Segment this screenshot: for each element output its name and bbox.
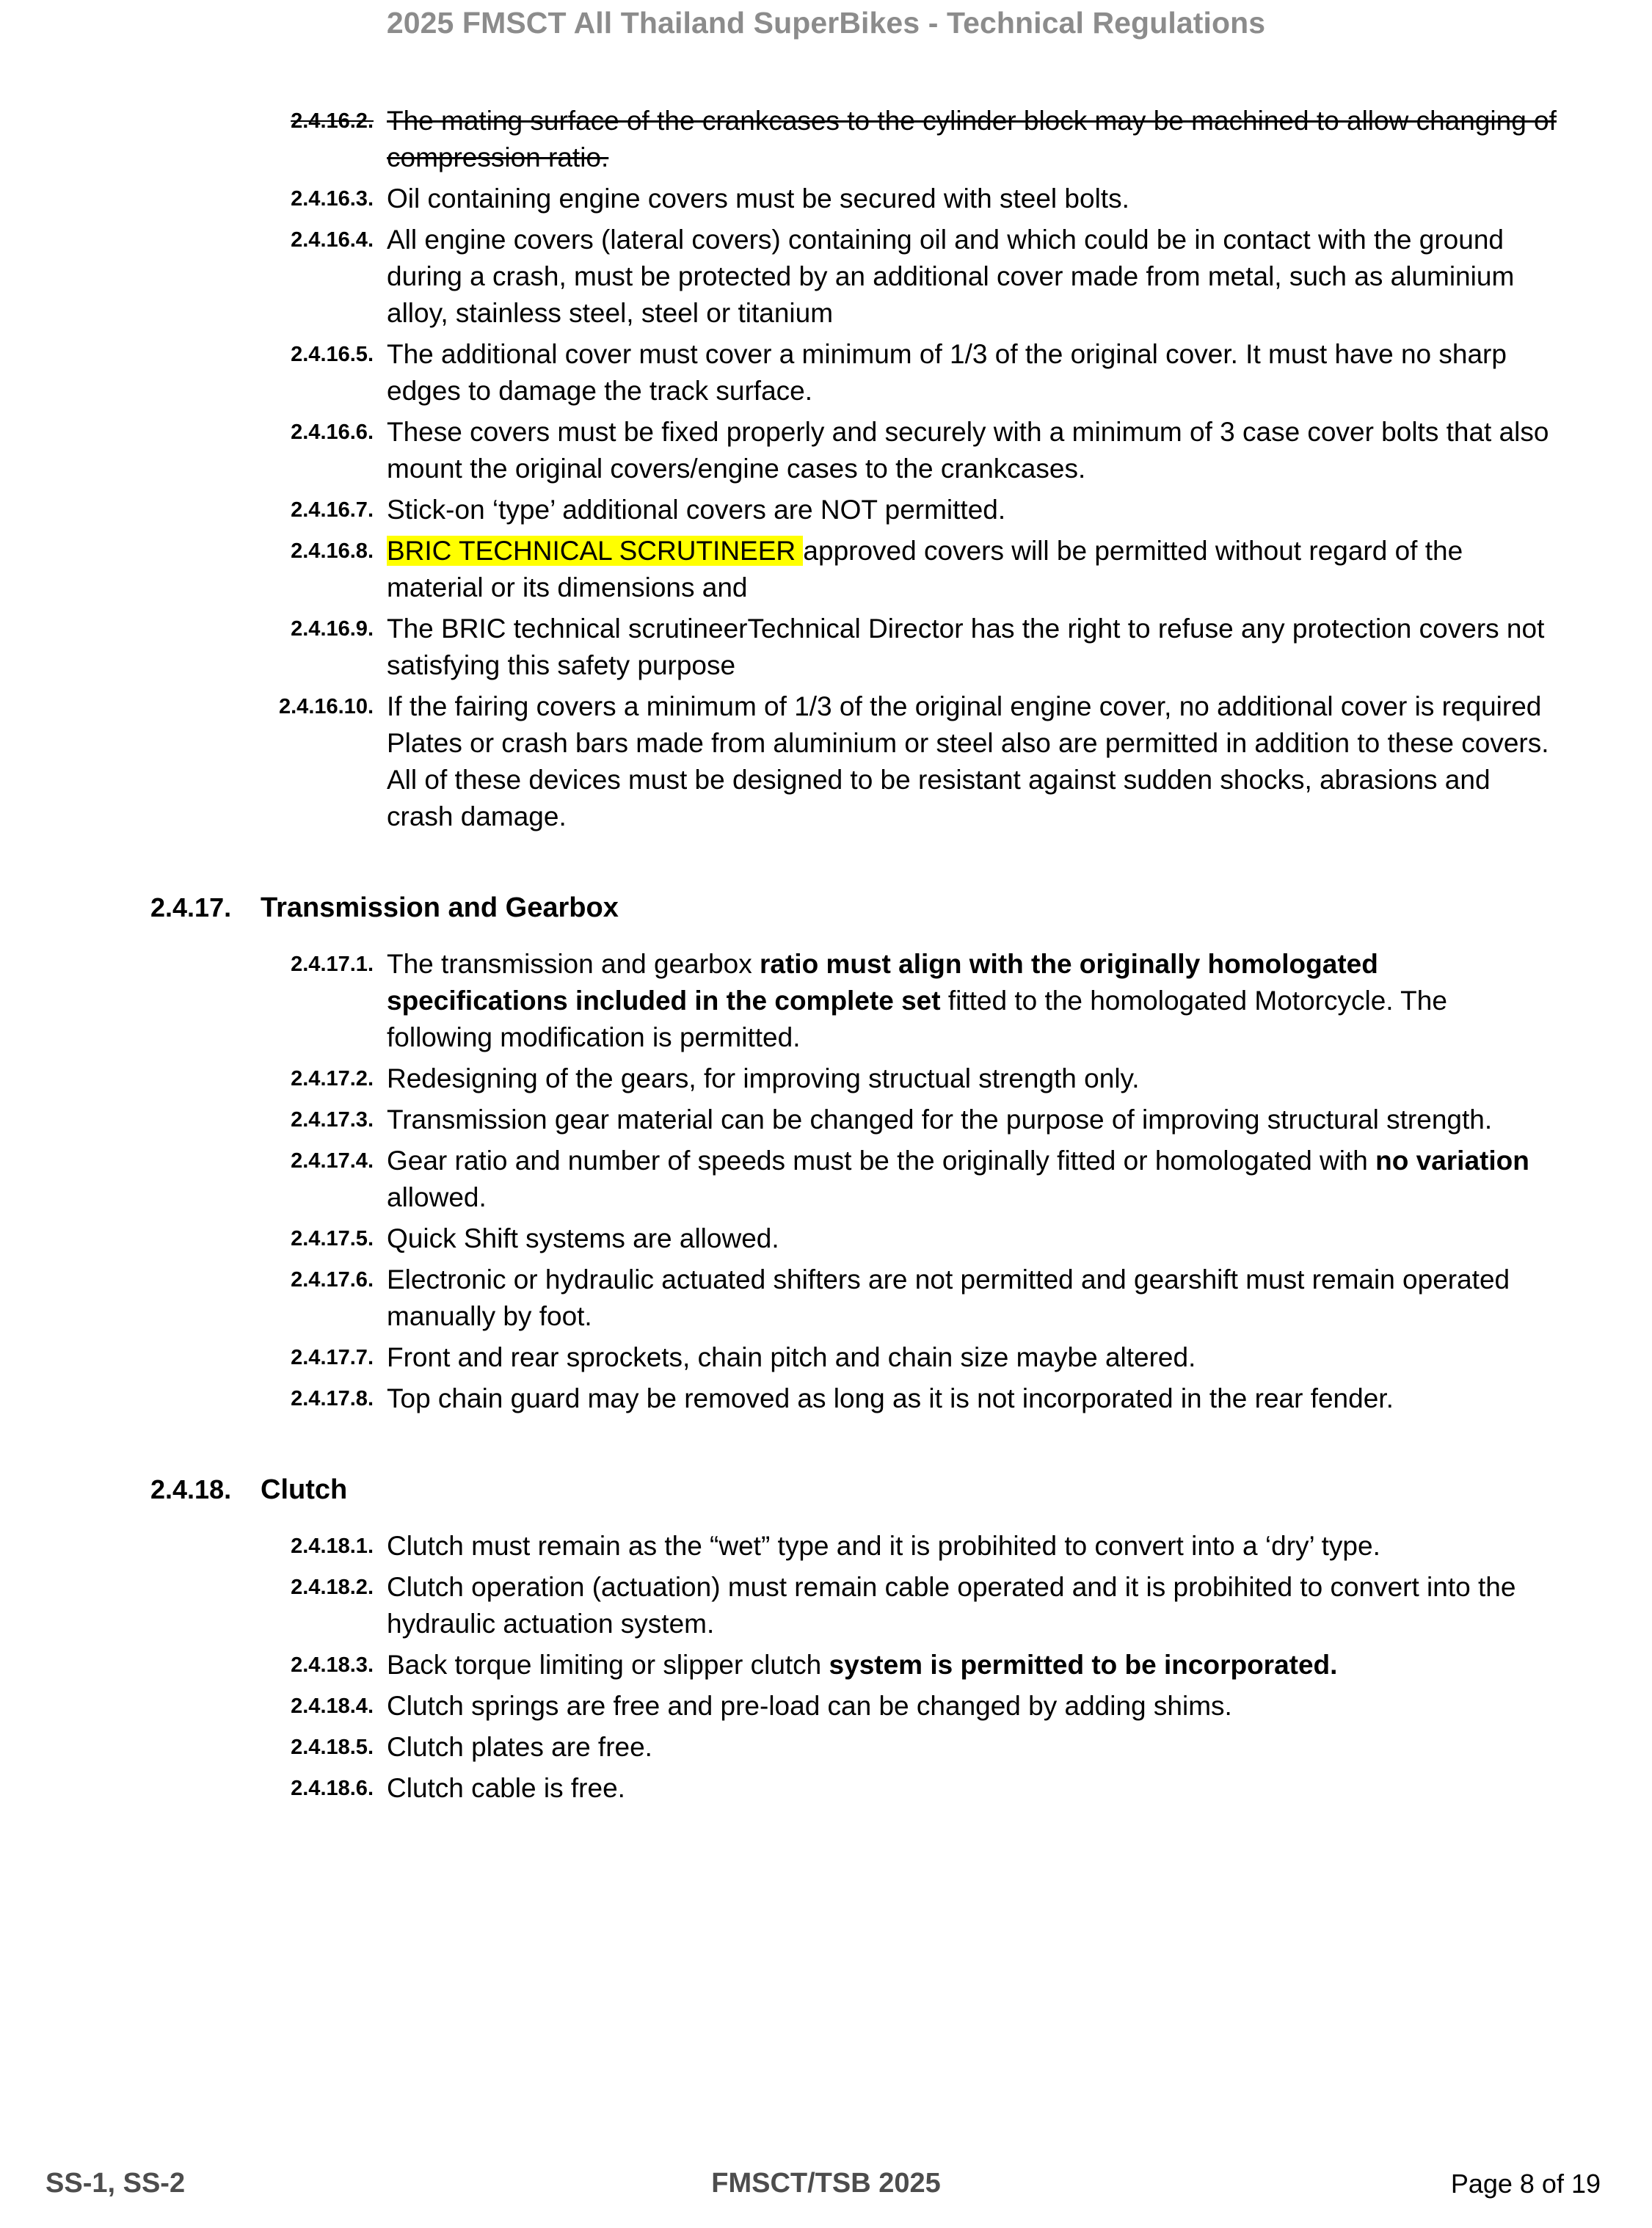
clause-text-emphasis: system is permitted to be incorporated. bbox=[829, 1650, 1338, 1680]
clause-text bbox=[387, 533, 1557, 606]
clause-text-rest: approved covers will be permitted without regard of the material or its dimensions and bbox=[387, 536, 1463, 602]
clause-number: 2.4.16.4. bbox=[291, 228, 374, 252]
clause-text: Clutch plates are free. bbox=[387, 1732, 652, 1762]
clause-text-part1: Gear ratio and number of speeds must be the originally fitted or homologated with bbox=[387, 1146, 1376, 1176]
clause-2-4-16-5 bbox=[0, 336, 1652, 409]
clause-text: The mating surface of the crankcases to the cylinder block may be machined to allow changing of compression ratio. bbox=[387, 106, 1557, 172]
clause-text: The additional cover must cover a minimum of 1/3 of the original cover. It must have no sharp edges to damage the track surface. bbox=[387, 339, 1507, 406]
clause-number: 2.4.16.8. bbox=[291, 539, 374, 563]
clause-number: 2.4.16.6. bbox=[291, 421, 374, 444]
clause-text: Redesigning of the gears, for improving structual strength only. bbox=[387, 1063, 1140, 1093]
clause-number: 2.4.18.2. bbox=[291, 1576, 374, 1599]
clause-number: 2.4.17.4. bbox=[291, 1149, 374, 1173]
clause-2-4-18-4 bbox=[0, 1688, 1652, 1725]
section-heading-2-4-18 bbox=[0, 1474, 1652, 1506]
clause-2-4-16-4 bbox=[0, 222, 1652, 332]
document-header-title: 2025 FMSCT All Thailand SuperBikes - Technical Regulations bbox=[386, 6, 1266, 40]
clause-text: All engine covers (lateral covers) containing oil and which could be in contact with the ground during a crash, must be protected by an additional cover made from metal, such as aluminium alloy, stainless steel, steel or titanium bbox=[387, 225, 1515, 328]
clause-2-4-17-6 bbox=[0, 1262, 1652, 1335]
section-heading-2-4-17 bbox=[0, 892, 1652, 924]
clause-2-4-16-10 bbox=[0, 688, 1652, 835]
clause-text: Quick Shift systems are allowed. bbox=[387, 1223, 779, 1253]
clause-2-4-17-3 bbox=[0, 1102, 1652, 1138]
clause-number: 2.4.18.4. bbox=[291, 1694, 374, 1718]
heading-spacer bbox=[0, 1506, 1652, 1528]
clause-2-4-16-6 bbox=[0, 414, 1652, 487]
clause-number: 2.4.18.1. bbox=[291, 1535, 374, 1558]
clause-number: 2.4.16.7. bbox=[291, 498, 374, 522]
clause-text: The BRIC technical scrutineerTechnical Director has the right to refuse any protection covers not satisfying this safety purpose bbox=[387, 614, 1545, 680]
clause-2-4-16-7 bbox=[0, 492, 1652, 528]
section-title: Clutch bbox=[261, 1474, 348, 1505]
clause-text: Electronic or hydraulic actuated shifters are not permitted and gearshift must remain operated manually by foot. bbox=[387, 1264, 1510, 1331]
clause-number: 2.4.17.6. bbox=[291, 1268, 374, 1292]
clause-2-4-17-8 bbox=[0, 1380, 1652, 1417]
clause-text bbox=[387, 946, 1557, 1056]
footer-organisation: FMSCT/TSB 2025 bbox=[711, 2168, 941, 2199]
heading-spacer bbox=[0, 924, 1652, 946]
clause-text-part1: The transmission and gearbox bbox=[387, 949, 760, 979]
clause-2-4-16-2 bbox=[0, 103, 1652, 176]
clause-text: If the fairing covers a minimum of 1/3 of the original engine cover, no additional cover is required Plates or crash bars made from aluminium or steel also are permitted in addition to these covers. All of these devices must be designed to be resistant against sudden shocks, abrasions and crash damage. bbox=[387, 691, 1549, 831]
clause-2-4-17-4 bbox=[0, 1143, 1652, 1216]
clause-number: 2.4.17.1. bbox=[291, 953, 374, 976]
clause-text: Oil containing engine covers must be secured with steel bolts. bbox=[387, 183, 1129, 214]
clause-text-emphasis: no variation bbox=[1375, 1146, 1529, 1176]
clause-number: 2.4.18.5. bbox=[291, 1736, 374, 1759]
footer-class-codes: SS-1, SS-2 bbox=[46, 2168, 186, 2199]
clause-2-4-16-8 bbox=[0, 533, 1652, 606]
clause-number: 2.4.16.10. bbox=[279, 695, 374, 718]
clause-text-part2: fitted to the homologated Motorcycle. The following modification is permitted. bbox=[387, 986, 1447, 1052]
clause-number: 2.4.17.5. bbox=[291, 1227, 374, 1250]
clause-2-4-18-6 bbox=[0, 1770, 1652, 1807]
clause-text: Clutch must remain as the “wet” type and it is probihited to convert into a ‘dry’ type. bbox=[387, 1531, 1380, 1561]
clause-number: 2.4.16.5. bbox=[291, 343, 374, 366]
clause-2-4-17-7 bbox=[0, 1339, 1652, 1376]
clause-text: Transmission gear material can be changed for the purpose of improving structural strength. bbox=[387, 1104, 1493, 1135]
section-spacer bbox=[0, 1421, 1652, 1474]
clause-number: 2.4.17.8. bbox=[291, 1387, 374, 1410]
clause-2-4-17-1 bbox=[0, 946, 1652, 1056]
clause-2-4-18-5 bbox=[0, 1729, 1652, 1766]
clause-number: 2.4.16.3. bbox=[291, 187, 374, 211]
document-body bbox=[0, 103, 1652, 1811]
clause-text: These covers must be fixed properly and securely with a minimum of 3 case cover bolts that also mount the original covers/engine cases to the crankcases. bbox=[387, 417, 1549, 484]
clause-text: Stick-on ‘type’ additional covers are NOT permitted. bbox=[387, 495, 1006, 525]
clause-text-part1: Back torque limiting or slipper clutch bbox=[387, 1650, 829, 1680]
clause-number: 2.4.16.2. bbox=[291, 109, 374, 133]
section-number: 2.4.17. bbox=[150, 892, 232, 922]
clause-number: 2.4.18.6. bbox=[291, 1777, 374, 1800]
clause-2-4-17-2 bbox=[0, 1060, 1652, 1097]
document-footer bbox=[0, 2168, 1652, 2212]
clause-number: 2.4.17.2. bbox=[291, 1067, 374, 1091]
clause-text-emphasis: ratio must align with the originally homologated specifications included in the complete set bbox=[387, 949, 1378, 1016]
section-title: Transmission and Gearbox bbox=[261, 892, 619, 923]
clause-text: Clutch operation (actuation) must remain cable operated and it is probihited to convert into the hydraulic actuation system. bbox=[387, 1572, 1516, 1639]
clause-number: 2.4.18.3. bbox=[291, 1653, 374, 1677]
section-number: 2.4.18. bbox=[150, 1474, 232, 1504]
clause-number: 2.4.17.3. bbox=[291, 1108, 374, 1132]
section-spacer bbox=[0, 840, 1652, 892]
clause-text bbox=[387, 1143, 1557, 1216]
clause-text-part2: allowed. bbox=[387, 1182, 487, 1212]
clause-text: Clutch springs are free and pre-load can be changed by adding shims. bbox=[387, 1691, 1232, 1721]
clause-2-4-18-1 bbox=[0, 1528, 1652, 1565]
clause-text bbox=[387, 1647, 1557, 1683]
clause-2-4-18-2 bbox=[0, 1569, 1652, 1642]
clause-text: Front and rear sprockets, chain pitch and chain size maybe altered. bbox=[387, 1342, 1196, 1372]
clause-2-4-17-5 bbox=[0, 1220, 1652, 1257]
clause-text: Clutch cable is free. bbox=[387, 1773, 625, 1803]
clause-2-4-18-3 bbox=[0, 1647, 1652, 1683]
clause-number: 2.4.17.7. bbox=[291, 1346, 374, 1369]
clause-2-4-16-9 bbox=[0, 611, 1652, 684]
footer-page-number: Page 8 of 19 bbox=[1450, 2169, 1601, 2199]
highlighted-text: BRIC TECHNICAL SCRUTINEER bbox=[387, 536, 804, 566]
clause-text: Top chain guard may be removed as long as it is not incorporated in the rear fender. bbox=[387, 1383, 1394, 1413]
clause-number: 2.4.16.9. bbox=[291, 617, 374, 641]
clause-2-4-16-3 bbox=[0, 181, 1652, 217]
